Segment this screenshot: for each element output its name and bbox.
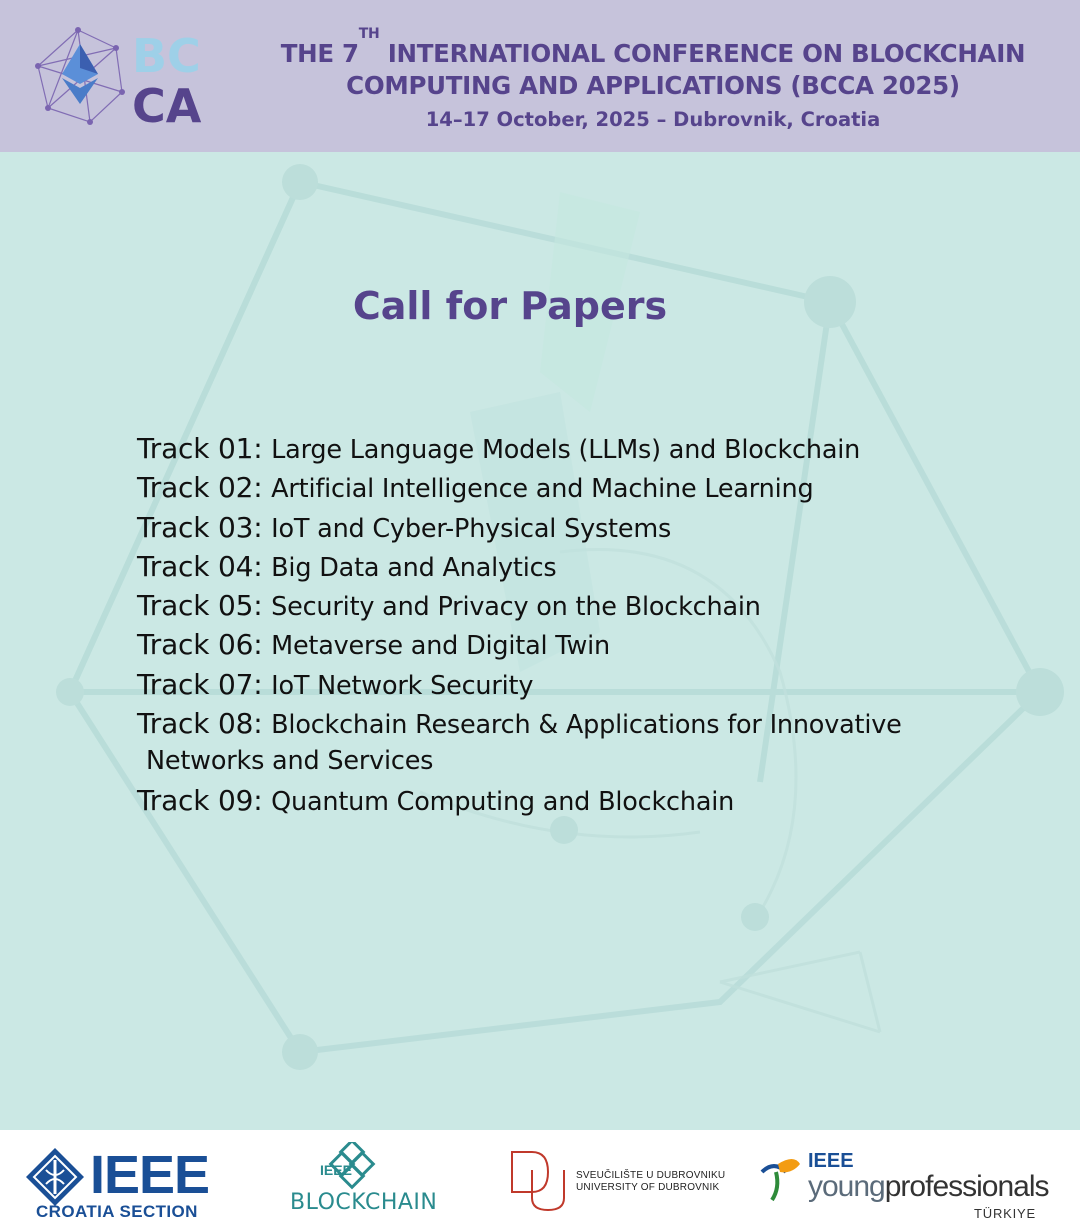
- track-item: Track 01: Large Language Models (LLMs) and Blockchain: [137, 432, 861, 465]
- yp-wordmark: [808, 1170, 1049, 1204]
- dubrovnik-croatian-name: SVEUČILIŠTE U DUBROVNIKU: [576, 1170, 726, 1181]
- track-number: Track 02: [137, 471, 254, 505]
- track-item: Track 07: IoT Network Security: [137, 667, 534, 701]
- track-title: Security and Privacy on the Blockchain: [271, 592, 761, 623]
- track-item: Track 03: IoT and Cyber-Physical Systems: [137, 510, 672, 544]
- track-item: Track 08: Blockchain Research & Applications for Innovative Networks and Services: [137, 705, 1037, 778]
- track-title: Big Data and Analytics: [271, 552, 557, 583]
- ieee-croatia-logo: [24, 1144, 234, 1222]
- sponsor-footer: [0, 1130, 1080, 1228]
- track-number: Track 01: [137, 432, 254, 465]
- blockchain-ieee-label: IEEE: [320, 1162, 352, 1178]
- track-title: Blockchain Research & Applications for Innovative: [271, 710, 902, 741]
- track-item: Track 02: Artificial Intelligence and Machine Learning: [137, 471, 814, 505]
- track-title: Artificial Intelligence and Machine Learning: [271, 474, 814, 505]
- track-item: Track 04: Big Data and Analytics: [137, 549, 557, 583]
- ieee-diamond-icon: [24, 1146, 86, 1208]
- track-title: Quantum Computing and Blockchain: [271, 787, 735, 818]
- university-dubrovnik-logo: [508, 1148, 728, 1218]
- yp-leaf-icon: [756, 1152, 804, 1202]
- track-title: IoT Network Security: [271, 670, 534, 701]
- track-title: Metaverse and Digital Twin: [271, 631, 610, 662]
- bcca-logo-icon: [30, 22, 245, 132]
- track-title-continuation: Networks and Services: [146, 746, 434, 777]
- ieee-wordmark: IEEE: [90, 1145, 210, 1205]
- track-number: Track 03: [137, 510, 254, 544]
- track-list: [137, 430, 1037, 822]
- svg-text:CA: CA: [132, 79, 202, 132]
- conference-dates: 14–17 October, 2025 – Dubrovnik, Croatia: [425, 108, 881, 131]
- track-number: Track 06: [137, 628, 254, 662]
- track-number: Track 08: [137, 707, 254, 741]
- track-title: Large Language Models (LLMs) and Blockchain: [271, 435, 861, 465]
- yp-country-label: TÜRKIYE: [974, 1206, 1036, 1221]
- ieee-blockchain-logo: [290, 1142, 460, 1222]
- title-line2: COMPUTING AND APPLICATIONS (BCCA 2025): [346, 71, 960, 100]
- yp-professionals: professionals: [884, 1170, 1049, 1203]
- track-number: Track 09: [137, 784, 254, 818]
- ieee-young-professionals-logo: [756, 1142, 1049, 1226]
- svg-text:BC: BC: [132, 29, 201, 83]
- yp-young: young: [808, 1170, 885, 1203]
- title-line1-rest: INTERNATIONAL CONFERENCE ON BLOCKCHAIN: [379, 39, 1026, 68]
- track-item: Track 05: Security and Privacy on the Blockchain: [137, 589, 761, 623]
- track-title: IoT and Cyber-Physical Systems: [271, 513, 672, 544]
- track-item: Track 09: Quantum Computing and Blockchain: [137, 784, 735, 818]
- dubrovnik-english-name: UNIVERSITY OF DUBROVNIK: [576, 1182, 720, 1193]
- track-number: Track 07: [137, 667, 254, 701]
- call-for-papers-heading: Call for Papers: [352, 284, 668, 328]
- track-number: Track 04: [137, 549, 254, 583]
- header-band: [0, 0, 1080, 152]
- blockchain-wordmark: BLOCKCHAIN: [290, 1190, 438, 1215]
- yp-ieee-label: IEEE: [808, 1150, 854, 1172]
- track-number: Track 05: [137, 589, 254, 623]
- dubrovnik-du-icon: [508, 1148, 570, 1214]
- croatia-section-label: CROATIA SECTION: [36, 1202, 198, 1221]
- conference-title: [258, 26, 1048, 102]
- title-superscript: TH: [358, 26, 380, 42]
- track-item: Track 06: Metaverse and Digital Twin: [137, 628, 610, 662]
- title-prefix: THE 7: [280, 39, 359, 68]
